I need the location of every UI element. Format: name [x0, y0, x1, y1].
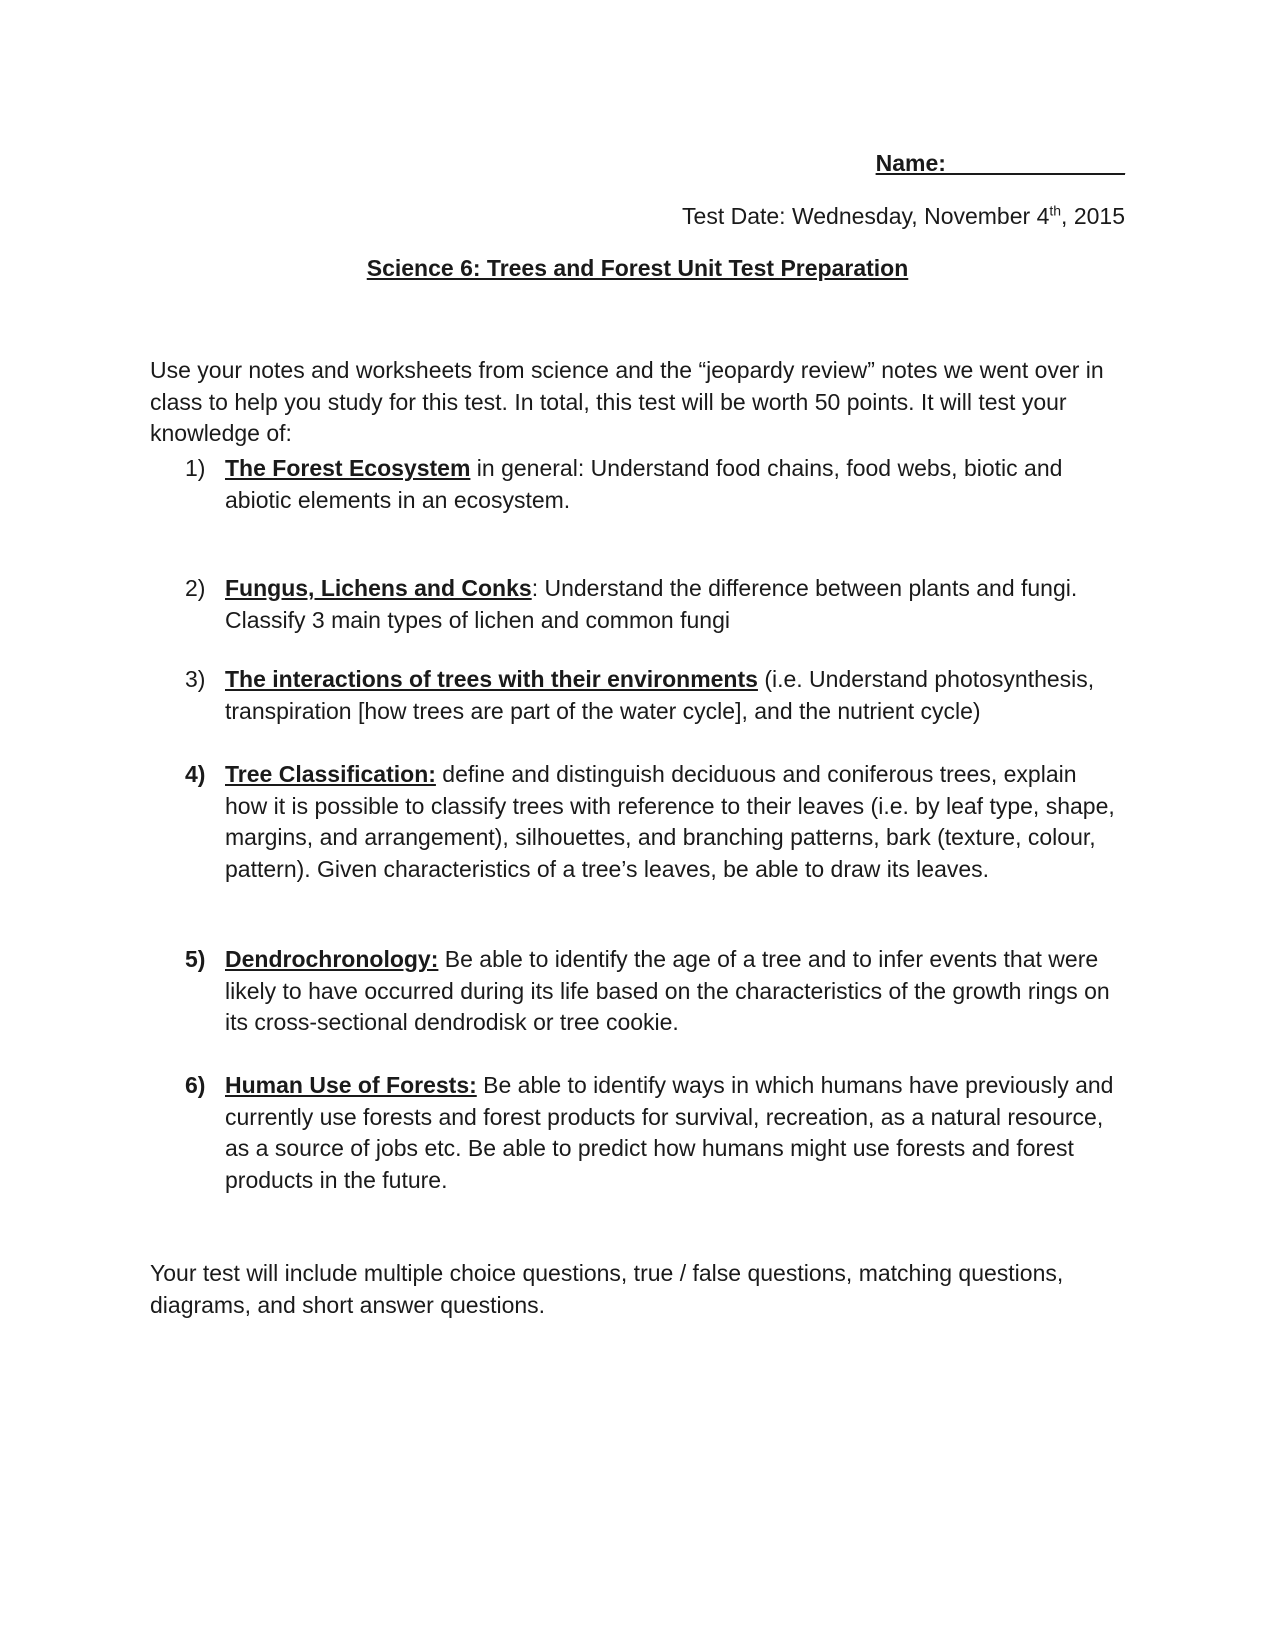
list-item: [185, 944, 1125, 1039]
list-item-text: in general: Understand food chains, food webs, biotic and abiotic elements in an ecosystem.: [225, 455, 1063, 513]
page-title: Science 6: Trees and Forest Unit Test Preparation: [366, 255, 909, 281]
test-date-year: , 2015: [1061, 203, 1125, 229]
list-item-number: 2): [185, 575, 206, 601]
intro-paragraph: Use your notes and worksheets from science and the “jeopardy review” notes we went over in class to help you study for this test. In total, this test will be worth 50 points. It will test your knowledge of:: [150, 357, 1104, 446]
list-item: [185, 759, 1125, 885]
list-item-number: 4): [185, 761, 206, 787]
list-item-heading: Human Use of Forests:: [225, 1072, 477, 1098]
list-item-text: : Understand the difference between plants and fungi. Classify 3 main types of lichen and common fungi: [225, 575, 1078, 633]
list-item-number: 5): [185, 946, 206, 972]
list-item-text: define and distinguish deciduous and coniferous trees, explain how it is possible to classify trees with reference to their leaves (i.e. by leaf type, shape, margins, and arrangement), silhouettes, and branching patterns, bark (texture, colour, pattern). Given characteristics of a tree’s leaves, be able to draw its leaves.: [225, 761, 1115, 882]
list-item: [185, 1070, 1125, 1196]
list-item: [185, 573, 1125, 636]
list-item-heading: Tree Classification:: [225, 761, 436, 787]
test-date-prefix: Test Date: Wednesday, November 4: [682, 203, 1050, 229]
test-date-ordinal: th: [1049, 202, 1062, 219]
list-item-text: Be able to identify the age of a tree and to infer events that were likely to have occurred during its life based on the characteristics of the growth rings on its cross-sectional dendrodisk or tree cookie.: [225, 946, 1110, 1035]
list-item-number: 6): [185, 1072, 206, 1098]
list-item-heading: The Forest Ecosystem: [225, 455, 471, 481]
list-item-number: 1): [185, 455, 206, 481]
closing-paragraph: Your test will include multiple choice questions, true / false questions, matching questions, diagrams, and short answer questions.: [150, 1260, 1064, 1318]
name-field-label: Name:______________: [875, 150, 1125, 176]
list-item-heading: Fungus, Lichens and Conks: [225, 575, 532, 601]
list-item-heading: The interactions of trees with their environments: [225, 666, 758, 692]
list-item-number: 3): [185, 666, 206, 692]
list-item: [185, 664, 1125, 727]
list-item-text: (i.e. Understand photosynthesis, transpiration [how trees are part of the water cycle], and the nutrient cycle): [225, 666, 1095, 724]
list-item-text: Be able to identify ways in which humans have previously and currently use forests and forest products for survival, recreation, as a natural resource, as a source of jobs etc. Be able to predict how humans might use forests and forest products in the future.: [225, 1072, 1114, 1193]
list-item: [185, 453, 1125, 516]
test-date: [682, 203, 1125, 230]
list-item-heading: Dendrochronology:: [225, 946, 439, 972]
